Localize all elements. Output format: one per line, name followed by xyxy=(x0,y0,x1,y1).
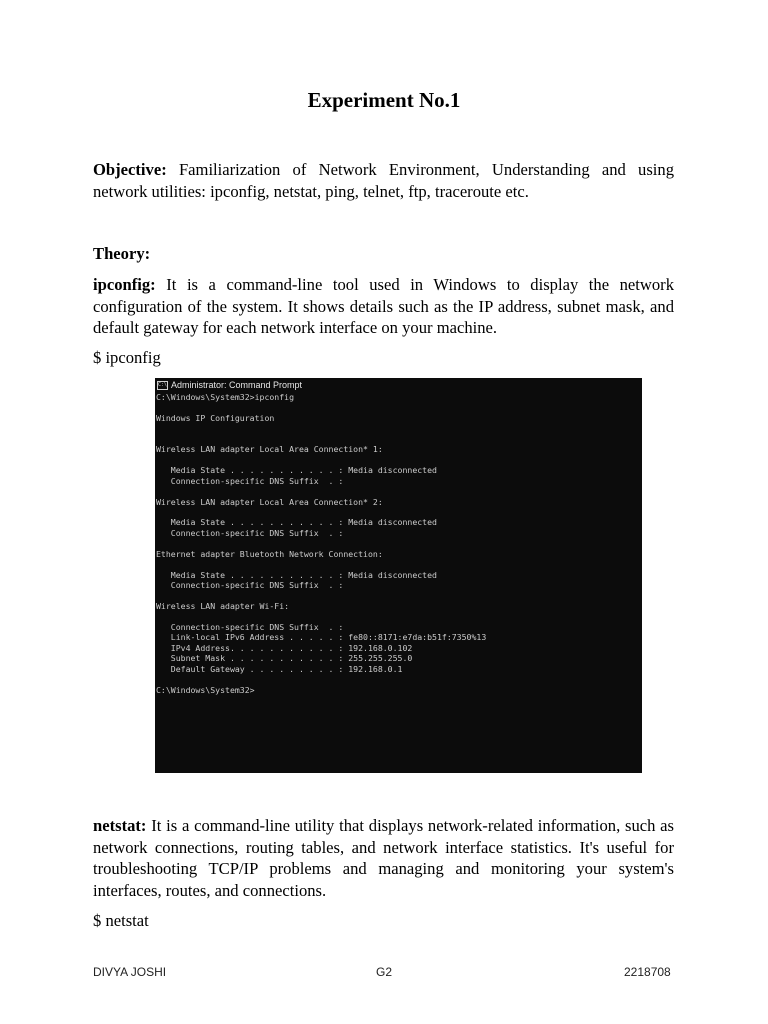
footer-author: DIVYA JOSHI xyxy=(93,965,167,979)
terminal-line xyxy=(156,591,642,601)
ipconfig-label: ipconfig: xyxy=(93,275,156,294)
netstat-text: It is a command-line utility that displays network-related information, such as network connections, routing tables, and network interface statistics. It's useful for troubleshooting TCP/IP problems and managing and monitoring your system's interfaces, routes, and connections. xyxy=(93,816,674,900)
page-title: Experiment No.1 xyxy=(307,88,461,112)
terminal-line: Wireless LAN adapter Wi-Fi: xyxy=(156,601,290,612)
terminal-output xyxy=(155,392,642,695)
terminal-line: Media State . . . . . . . . . . . : Media disconnected xyxy=(156,465,437,476)
terminal-line: Windows IP Configuration xyxy=(156,412,275,423)
footer-group: G2 xyxy=(376,965,393,979)
terminal-line: Subnet Mask . . . . . . . . . . . : 255.255.255.0 xyxy=(156,653,413,664)
objective-text: Familiarization of Network Environment, Understanding and using network utilities: ipconfig, netstat, ping, telnet, ftp, traceroute etc. xyxy=(93,160,674,201)
ipconfig-paragraph xyxy=(93,274,674,339)
netstat-command: $ netstat xyxy=(93,911,149,930)
terminal-line: Link-local IPv6 Address . . . . . : fe80::8171:e7da:b51f:7350%13 xyxy=(156,632,487,643)
terminal-line: Media State . . . . . . . . . . . : Media disconnected xyxy=(156,517,437,528)
command-prompt-screenshot xyxy=(155,378,642,773)
terminal-line: Connection-specific DNS Suffix . : xyxy=(156,527,344,538)
terminal-line: Default Gateway . . . . . . . . . : 192.168.0.1 xyxy=(156,663,403,674)
objective-paragraph xyxy=(93,159,674,202)
footer-roll-number: 2218708 xyxy=(624,965,671,979)
theory-heading-text: Theory: xyxy=(93,244,151,263)
terminal-line: Wireless LAN adapter Local Area Connection* 1: xyxy=(156,444,383,455)
terminal-line: IPv4 Address. . . . . . . . . . . : 192.168.0.102 xyxy=(156,642,413,653)
terminal-line xyxy=(156,612,642,622)
netstat-label: netstat: xyxy=(93,816,147,835)
terminal-line: Connection-specific DNS Suffix . : xyxy=(156,621,344,632)
terminal-line: C:\Windows\System32> xyxy=(156,684,255,695)
terminal-line xyxy=(156,434,642,444)
netstat-paragraph xyxy=(93,815,674,901)
terminal-line xyxy=(156,402,642,412)
terminal-line: Media State . . . . . . . . . . . : Media disconnected xyxy=(156,569,437,580)
terminal-line xyxy=(156,538,642,548)
terminal-window-title: Administrator: Command Prompt xyxy=(171,380,303,390)
terminal-line xyxy=(156,559,642,569)
terminal-line: C:\Windows\System32>ipconfig xyxy=(156,392,295,402)
ipconfig-command: $ ipconfig xyxy=(93,348,161,367)
terminal-titlebar xyxy=(155,378,642,392)
terminal-line: Wireless LAN adapter Local Area Connection* 2: xyxy=(156,496,383,507)
terminal-line: Ethernet adapter Bluetooth Network Connection: xyxy=(156,548,383,559)
terminal-line xyxy=(156,455,642,465)
command-prompt-icon: C:\ xyxy=(158,381,168,388)
terminal-line xyxy=(156,674,642,684)
terminal-line: Connection-specific DNS Suffix . : xyxy=(156,580,344,591)
terminal-line: Connection-specific DNS Suffix . : xyxy=(156,475,344,486)
terminal-line xyxy=(156,507,642,517)
ipconfig-text: It is a command-line tool used in Windows to display the network configuration of the system. It shows details such as the IP address, subnet mask, and default gateway for each network interface on your machine. xyxy=(93,275,674,337)
terminal-line xyxy=(156,423,642,433)
theory-heading xyxy=(93,243,674,265)
terminal-line xyxy=(156,486,642,496)
objective-label: Objective: xyxy=(93,160,167,179)
